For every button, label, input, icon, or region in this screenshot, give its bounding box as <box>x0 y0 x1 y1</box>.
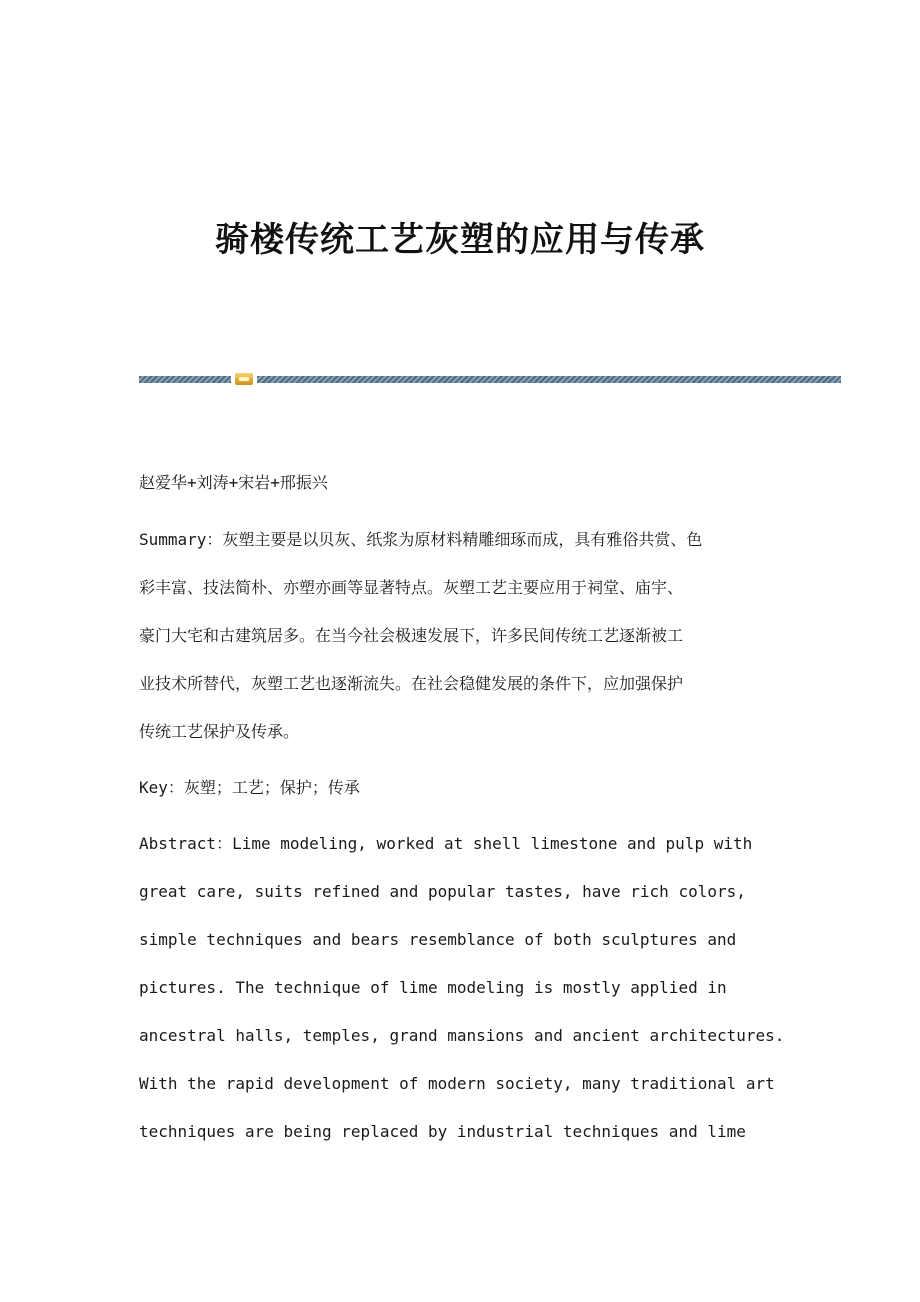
abstract-line: great care, suits refined and popular tastes, have rich colors, <box>139 882 746 901</box>
summary-line: 彩丰富、技法简朴、亦塑亦画等显著特点。灰塑工艺主要应用于祠堂、庙宇、 <box>139 578 684 597</box>
summary-paragraph <box>139 516 789 756</box>
abstract-paragraph <box>139 820 789 1156</box>
abstract-line: pictures. The technique of lime modeling is mostly applied in <box>139 978 727 997</box>
abstract-line: Abstract：Lime modeling, worked at shell limestone and pulp with <box>139 834 753 853</box>
keywords: Key：灰塑；工艺；保护；传承 <box>139 778 360 797</box>
abstract-line: With the rapid development of modern society, many traditional art <box>139 1074 775 1093</box>
title-divider <box>139 373 841 385</box>
divider-bar-left <box>139 376 231 383</box>
authors: 赵爱华+刘涛+宋岩+邢振兴 <box>139 473 328 492</box>
divider-ornament-icon <box>235 373 253 385</box>
abstract-line: simple techniques and bears resemblance of both sculptures and <box>139 930 737 949</box>
summary-line: 豪门大宅和古建筑居多。在当今社会极速发展下，许多民间传统工艺逐渐被工 <box>139 626 684 645</box>
abstract-line: ancestral halls, temples, grand mansions and ancient architectures. <box>139 1026 785 1045</box>
authors-line <box>139 459 789 507</box>
abstract-line: techniques are being replaced by industrial techniques and lime <box>139 1122 746 1141</box>
summary-line: 传统工艺保护及传承。 <box>139 722 300 741</box>
summary-line: 业技术所替代，灰塑工艺也逐渐流失。在社会稳健发展的条件下，应加强保护 <box>139 674 684 693</box>
summary-line: Summary：灰塑主要是以贝灰、纸浆为原材料精雕细琢而成，具有雅俗共赏、色 <box>139 530 703 549</box>
divider-bar-right <box>257 376 841 383</box>
page-title: 骑楼传统工艺灰塑的应用与传承 <box>215 220 705 260</box>
keywords-line <box>139 764 789 812</box>
